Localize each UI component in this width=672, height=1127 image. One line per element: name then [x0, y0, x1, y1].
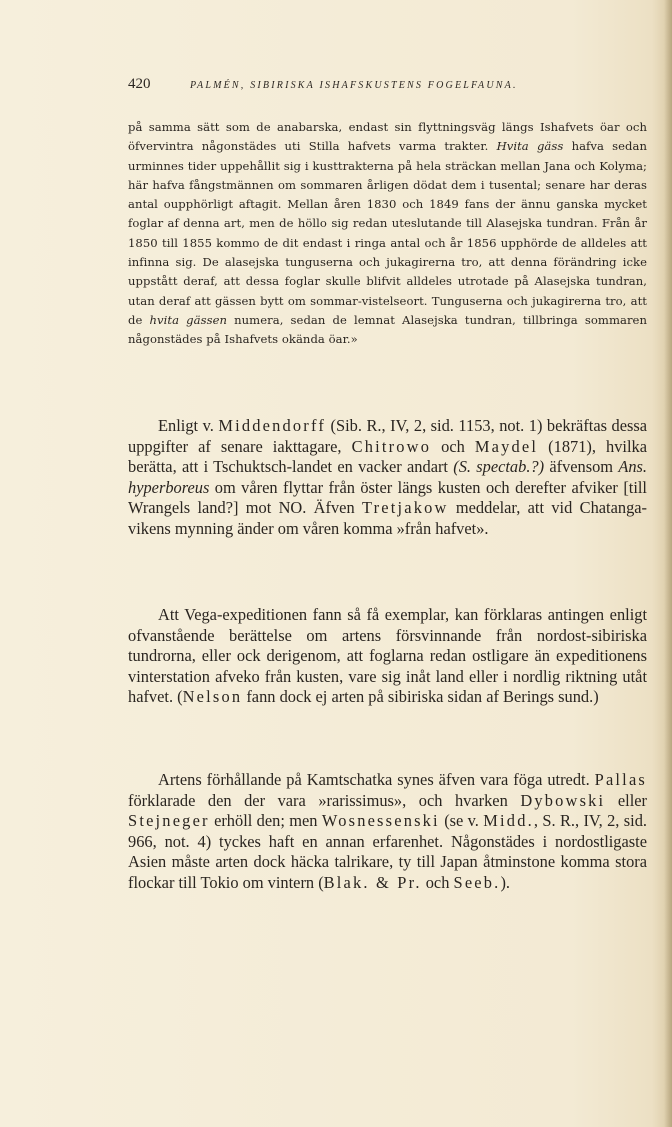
page-header — [128, 76, 648, 98]
quote-italic-term: hvita gässen — [149, 312, 228, 327]
text-run: fann dock ej arten på sibiriska sidan af Berings sund.) — [242, 687, 599, 706]
quote-italic-term: Hvita gäss — [496, 139, 564, 154]
paragraph-kamtschatka — [128, 770, 647, 893]
author-name: Blak. & Pr. — [323, 872, 422, 892]
author-name: Middendorff — [218, 416, 326, 435]
author-name: Tretjakow — [361, 498, 449, 517]
text-run: , S. R., IV, 2, sid. 966, not. 4) tyckes haft en annan erfarenhet. Någonstädes i nordostligaste Asien måste arten dock häcka talrikare, ty till Japan åtminstone komma stora flockar till Tokio om vintern ( — [128, 811, 647, 892]
text-run: och — [421, 872, 454, 892]
text-run: Artens förhållande på Kamtschatka synes äfven vara föga utredt. — [158, 770, 595, 789]
text-run: äfvensom — [544, 457, 619, 476]
paragraph-text — [128, 416, 647, 539]
text-run: och — [431, 436, 475, 456]
author-name: Dybowski — [520, 790, 606, 810]
quote-text: hafva sedan urminnes tider uppehållit sig i kusttrakterna på hela sträckan mellan Jana och Kolyma; här hafva fångstmännen om sommaren årligen dödat dem i tusental; senare har deras antal oupphörligt aftagit. Mellan åren 1830 och 1849 fans der ännu ganska mycket foglar af denna art, men de höllo sig redan uteslutande till Alasejska tundran. Från år 1850 till 1855 kommo de dit endast i ringa antal och år 1856 upphörde de alldeles att infinna sig. De alasejska tunguserna och jukagirerna tro, att denna förändring icke uppstått deraf, att dessa foglar skulle blifvit alldeles utrotade på Alasejska tundran, utan deraf att gässen bytt om sommar-vistelseort. Tunguserna och jukagirerna tro, att de — [128, 139, 647, 327]
paragraph-vega-expedition — [128, 605, 647, 708]
text-run: erhöll den; men — [209, 811, 322, 830]
author-name: Pallas — [594, 770, 647, 789]
text-run: om våren flyttar från öster längs kusten och derefter afviker [till Wrangels land?] mot NO. Äfven — [128, 477, 647, 517]
author-name: Nelson — [182, 687, 243, 706]
quote-text: numera, sedan de lemnat Alasejska tundran, tillbringa sommaren någonstädes på Ishafvets okända öar.» — [128, 312, 647, 347]
text-run: Att Vega-expeditionen fann så få exemplar, kan förklaras antingen enligt ofvanstående berättelse om artens försvinnande från nordost-sibiriska tundrorna, eller ock derigenom, att foglarna redan ostligare än expeditionens vinterstation afveko från kusten, vare sig inåt land eller i nordlig riktning utåt hafvet. ( — [128, 605, 647, 706]
author-name: Chitrowo — [351, 436, 432, 456]
quoted-passage — [128, 118, 647, 350]
author-name: Wosnessenski — [321, 811, 440, 830]
text-run: meddelar, att vid Chatanga-vikens mynning änder om våren komma »från hafvet». — [128, 498, 647, 538]
running-title: PALMÉN, SIBIRISKA ISHAFSKUSTENS FOGELFAUNA. — [190, 80, 518, 91]
quote-paragraph — [128, 118, 647, 350]
paragraph-text — [128, 605, 647, 708]
author-name: Seeb. — [453, 872, 501, 892]
paragraph-text — [128, 770, 647, 893]
text-run: (se v. — [439, 811, 484, 830]
paragraph-middendorff — [128, 416, 647, 539]
author-name: Maydel — [474, 436, 539, 456]
author-name: Midd. — [483, 811, 534, 830]
text-run: Enligt v. — [158, 416, 219, 435]
page-edge-shadow — [664, 0, 672, 1127]
page-number: 420 — [128, 76, 151, 92]
text-run: eller — [605, 790, 647, 810]
text-run: (1871), hvilka berätta, att i Tschuktsch-landet en vacker andart — [128, 436, 647, 476]
text-run: (Sib. R., IV, 2, sid. 1153, not. 1) bekräftas dessa uppgifter af senare iakttagare, — [128, 416, 647, 456]
text-run: ). — [500, 872, 511, 892]
author-name: Stejneger — [128, 811, 210, 830]
species-name: Ans. hyperboreus — [128, 457, 648, 497]
species-name: (S. spectab.?) — [453, 457, 545, 476]
text-run: förklarade den der vara »rarissimus», och hvarken — [128, 790, 521, 810]
quote-text: på samma sätt som de anabarska, endast sin flyttningsväg längs Ishafvets öar och öfvervintra någonstädes uti Stilla hafvets varma trakter. — [128, 120, 647, 154]
